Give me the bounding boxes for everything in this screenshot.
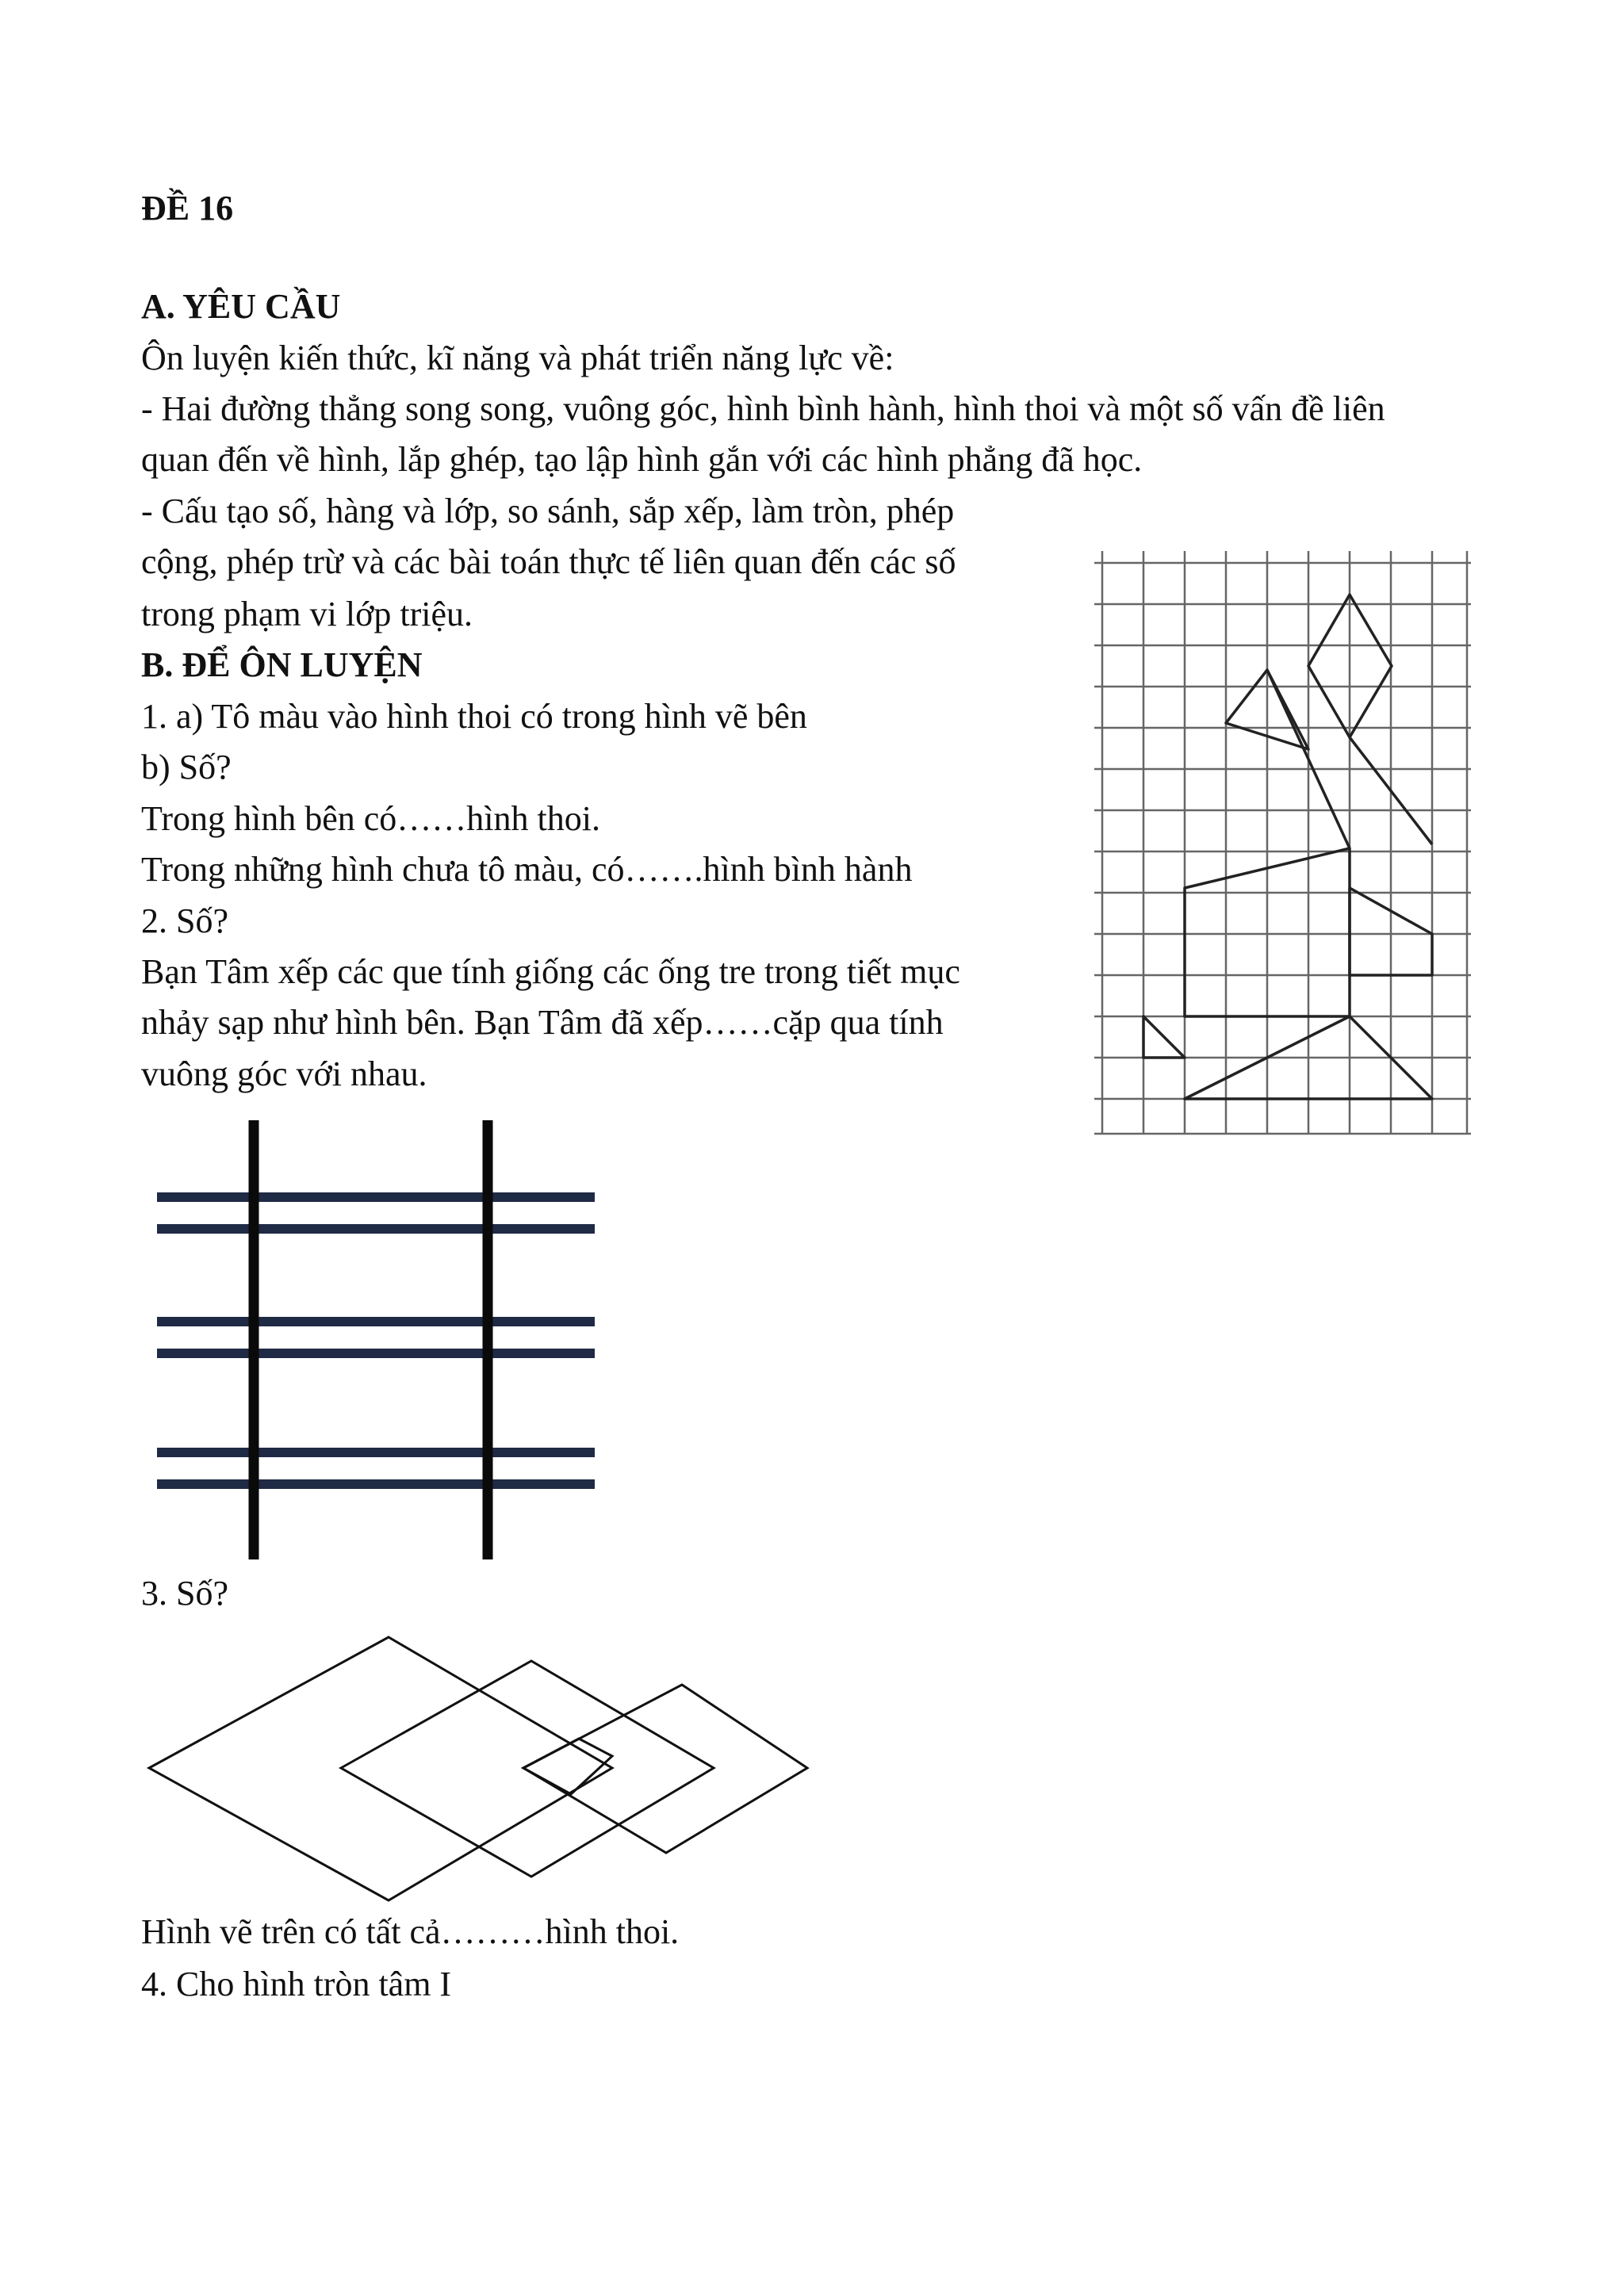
rhombus-middle: [341, 1661, 714, 1877]
page-title: ĐỀ 16: [141, 189, 234, 228]
requirement-1-line-1: - Hai đường thẳng song song, vuông góc, hình bình hành, hình thoi và một số vấn đề liên: [141, 389, 1385, 428]
question-1b: b) Số?: [141, 748, 232, 786]
small-triangle-left: [1143, 1016, 1185, 1058]
rhombus-overlap-figure: [143, 1629, 825, 1907]
question-1a: 1. a) Tô màu vào hình thoi có trong hình vẽ bên: [141, 697, 807, 736]
requirement-1-line-2: quan đến về hình, lắp ghép, tạo lập hình gắn với các hình phẳng đã học.: [141, 440, 1143, 479]
grid-lines: [1094, 551, 1471, 1134]
question-2-line-2: nhảy sạp như hình bên. Bạn Tâm đã xếp……cặp qua tính: [141, 1003, 944, 1042]
rhombus-large: [149, 1637, 612, 1900]
question-3-line-1: Hình vẽ trên có tất cả………hình thoi.: [141, 1912, 680, 1951]
question-2-line-3: vuông góc với nhau.: [141, 1054, 427, 1093]
requirement-2-line-3: trong phạm vi lớp triệu.: [141, 595, 473, 633]
rhombus-right: [523, 1685, 807, 1853]
section-b-heading: B. ĐỂ ÔN LUYỆN: [141, 645, 423, 684]
question-2: 2. Số?: [141, 901, 228, 940]
question-1b-line-2: Trong những hình chưa tô màu, có…….hình bình hành: [141, 850, 913, 889]
figure-shapes: [1143, 595, 1432, 1099]
vertical-sticks: [254, 1120, 488, 1559]
question-2-line-1: Bạn Tâm xếp các que tính giống các ống tre trong tiết mục: [141, 952, 960, 991]
rhombus-small: [523, 1739, 612, 1794]
question-3: 3. Số?: [141, 1574, 228, 1613]
requirement-2-line-1: - Cấu tạo số, hàng và lớp, so sánh, sắp xếp, làm tròn, phép: [141, 492, 955, 530]
section-a-heading: A. YÊU CẦU: [141, 287, 341, 326]
requirement-2-line-2: cộng, phép trừ và các bài toán thực tế liên quan đến các số: [141, 542, 956, 581]
question-4: 4. Cho hình tròn tâm I: [141, 1965, 452, 2003]
bamboo-sticks-figure: [151, 1114, 603, 1566]
intro-text: Ôn luyện kiến thức, kĩ năng và phát triển năng lực về:: [141, 339, 894, 377]
grid-shapes-figure: [1094, 547, 1475, 1150]
horizontal-sticks: [157, 1197, 595, 1484]
question-1b-line-1: Trong hình bên có……hình thoi.: [141, 799, 600, 838]
